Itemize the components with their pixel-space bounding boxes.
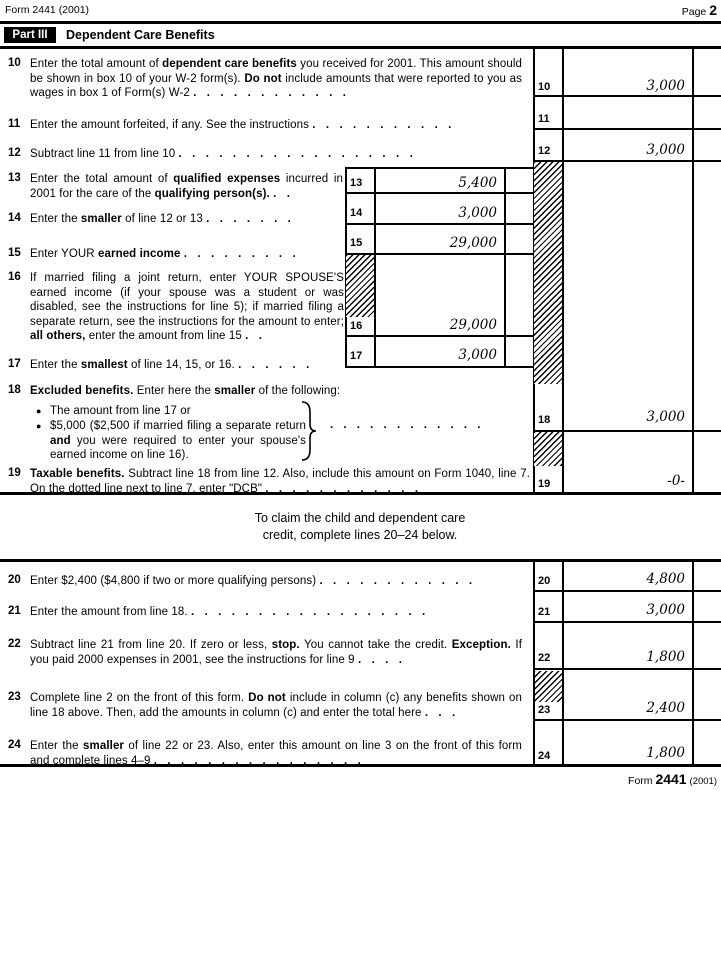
rule <box>345 366 535 368</box>
line-21-cell-number: 21 <box>538 606 551 618</box>
rule <box>533 719 721 721</box>
line-13-number: 13 <box>8 172 21 184</box>
line-10-text: Enter the total amount of dependent care benefits you received for 2001. This amount should be shown in box 10 of your W-2 form(s). Do not include amounts that were reported to you as wages in box 1 of Form(s) W-2 . . . . . . . . . . . . <box>30 58 522 100</box>
line-11-number: 11 <box>8 118 21 130</box>
line-17-amount[interactable]: 3,000 <box>458 347 497 363</box>
dot-leader: . . . . . . . . . . . . . . . . <box>153 754 361 767</box>
dot-leader: . . . . . . . . . . . . <box>193 87 346 100</box>
line-15-text: Enter YOUR earned income . . . . . . . . . <box>30 248 296 260</box>
line-22-number: 22 <box>8 638 21 650</box>
no-entry-hatch <box>534 162 562 384</box>
dot-leader: . . . . . . . . . . . . <box>319 575 473 587</box>
no-entry-hatch <box>534 432 562 466</box>
line-15-number: 15 <box>8 247 21 259</box>
line-12-cell-number: 12 <box>538 145 551 157</box>
line-18-number: 18 <box>8 384 21 396</box>
dot-leader: . . . . . . <box>238 359 310 371</box>
line-14-text: Enter the smaller of line 12 or 13 . . . . . . . <box>30 213 291 225</box>
rule <box>533 621 721 623</box>
rule <box>0 46 721 49</box>
line-24-text: Enter the smaller of line 22 or 23. Also, enter this amount on line 3 on the front of this form and complete lines 4–9 . . . . . . . . . . . . . . . . <box>30 740 522 767</box>
line-16-cell-number: 16 <box>350 320 363 332</box>
line-15-amount[interactable]: 29,000 <box>449 235 497 251</box>
line-15-cell-number: 15 <box>350 237 363 249</box>
rule <box>0 559 721 562</box>
line-12-text: Subtract line 11 from line 10 . . . . . . . . . . . . . . . . . . <box>30 148 413 160</box>
line-16-text: If married filing a joint return, enter YOUR SPOUSE'S earned income (if your spouse was a student or was disabled, see the instructions for line 5); if married filing a separate return, see the instructions for the amount to enter; all others, enter the amount from line 15 . . <box>30 272 344 343</box>
line-12-number: 12 <box>8 147 21 159</box>
rule <box>345 192 533 194</box>
line-12-amount[interactable]: 3,000 <box>646 142 685 158</box>
line-16-number: 16 <box>8 271 21 283</box>
line-23-cell-number: 23 <box>538 704 551 716</box>
line-20-cell-number: 20 <box>538 575 551 587</box>
dot-leader: . . . . . . . . . . . . <box>265 482 419 495</box>
dot-leader: . . . . . . . <box>206 213 291 225</box>
line-16-amount[interactable]: 29,000 <box>449 317 497 333</box>
bullet-icon: ● <box>36 421 42 431</box>
line-20-amount[interactable]: 4,800 <box>646 571 685 587</box>
rule <box>374 167 376 368</box>
dot-leader: . . . . . . . . . . . . <box>330 419 481 431</box>
rule <box>533 590 721 592</box>
header-page <box>600 2 717 18</box>
dot-leader: . . <box>273 187 290 200</box>
line-17-text: Enter the smallest of line 14, 15, or 16. . . . . . . <box>30 359 310 371</box>
line-20-number: 20 <box>8 574 21 586</box>
rule <box>533 95 721 97</box>
line-10-cell-number: 10 <box>538 81 551 93</box>
line-18-bullet-1: The amount from line 17 or <box>50 405 191 417</box>
line-13-cell-number: 13 <box>350 177 363 189</box>
rule <box>504 167 506 368</box>
line-14-cell-number: 14 <box>350 207 363 219</box>
line-14-number: 14 <box>8 212 21 224</box>
line-21-amount[interactable]: 3,000 <box>646 602 685 618</box>
line-10-amount[interactable]: 3,000 <box>646 78 685 94</box>
no-entry-hatch <box>346 255 374 317</box>
dot-leader: . . . . <box>357 653 403 666</box>
line-13-amount[interactable]: 5,400 <box>458 175 497 191</box>
page-number: 2 <box>709 2 717 18</box>
line-22-text: Subtract line 21 from line 20. If zero or less, stop. You cannot take the credit. Exception. If you paid 2000 expenses in 2001, see the instructions for line 9 . . . . <box>30 639 522 666</box>
line-22-amount[interactable]: 1,800 <box>646 649 685 665</box>
line-21-number: 21 <box>8 605 21 617</box>
part-iii-title: Dependent Care Benefits <box>66 28 215 42</box>
line-23-number: 23 <box>8 691 21 703</box>
line-19-number: 19 <box>8 467 21 479</box>
line-11-cell-number: 11 <box>538 113 550 125</box>
interlude-note: To claim the child and dependent care credit, complete lines 20–24 below. <box>254 511 466 542</box>
no-entry-hatch <box>534 671 562 702</box>
header-form-label: Form 2441 (2001) <box>5 4 90 16</box>
dot-leader: . . . . . . . . . . . <box>312 119 452 131</box>
line-19-text: Taxable benefits. Subtract line 18 from line 12. Also, include this amount on Form 1040, line 7. On the dotted line next to line 7, enter "DCB" . . . . . . . . . . . . <box>30 468 530 495</box>
line-18-amount[interactable]: 3,000 <box>646 409 685 425</box>
line-18-intro: Excluded benefits. Enter here the smaller of the following: <box>30 385 341 397</box>
line-23-text: Complete line 2 on the front of this form. Do not include in column (c) any benefits shown on line 18 above. Then, add the amounts in column (c) and enter the total here . . . <box>30 692 522 719</box>
line-21-text: Enter the amount from line 18. . . . . . . . . . . . . . . . . . . <box>30 606 426 618</box>
rule <box>345 223 533 225</box>
bullet-icon: ● <box>36 406 42 416</box>
rule <box>345 335 533 337</box>
dot-leader: . . . . . . . . . <box>183 248 296 260</box>
page-label: Page <box>681 6 707 18</box>
rule <box>533 128 721 130</box>
footer-form-label: Form 2441 (2001) <box>628 771 717 787</box>
line-18-bullet-2: $5,000 ($2,500 if married filing a separate return and you were required to enter your spouse's earned income on line 16). <box>50 420 306 462</box>
rule <box>562 49 564 494</box>
line-24-cell-number: 24 <box>538 750 551 762</box>
dot-leader: . . . <box>424 706 456 719</box>
line-20-text: Enter $2,400 ($4,800 if two or more qualifying persons) . . . . . . . . . . . . <box>30 575 473 587</box>
line-14-amount[interactable]: 3,000 <box>458 205 497 221</box>
line-24-number: 24 <box>8 739 21 751</box>
line-19-cell-number: 19 <box>538 478 551 490</box>
line-11-text: Enter the amount forfeited, if any. See the instructions . . . . . . . . . . . <box>30 119 452 131</box>
line-19-amount[interactable]: -0- <box>667 473 685 489</box>
line-22-cell-number: 22 <box>538 652 551 664</box>
dot-leader: . . . . . . . . . . . . . . . . . . <box>191 606 426 618</box>
dot-leader: . . . . . . . . . . . . . . . . . . <box>178 148 413 160</box>
line-23-amount[interactable]: 2,400 <box>646 700 685 716</box>
line-10-number: 10 <box>8 57 21 69</box>
line-24-amount[interactable]: 1,800 <box>646 745 685 761</box>
rule <box>0 21 721 24</box>
part-iii-badge: Part III <box>4 27 56 43</box>
line-17-number: 17 <box>8 358 21 370</box>
rule <box>692 49 694 494</box>
line-17-cell-number: 17 <box>350 350 363 362</box>
rule <box>533 668 721 670</box>
brace <box>300 400 318 467</box>
line-18-cell-number: 18 <box>538 414 551 426</box>
dot-leader: . . <box>245 330 263 343</box>
line-13-text: Enter the total amount of qualified expenses incurred in 2001 for the care of the qualifying person(s). . . <box>30 173 344 200</box>
